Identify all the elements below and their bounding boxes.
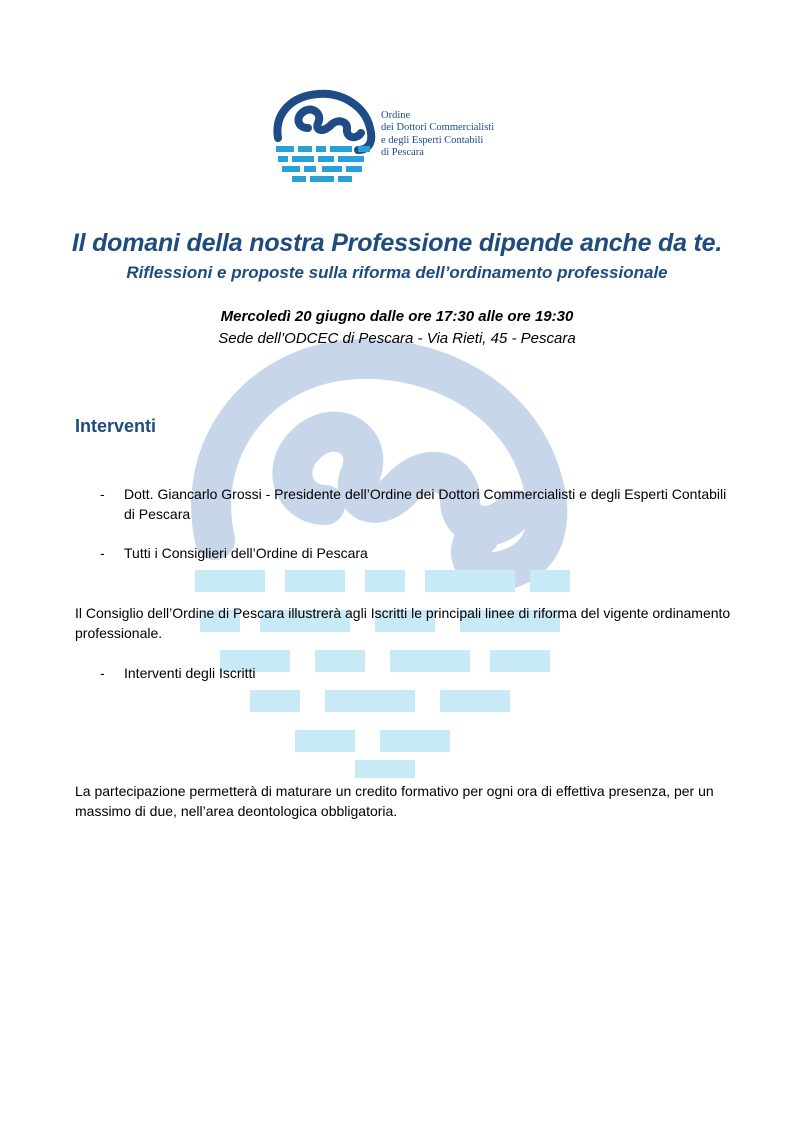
logo-text bbox=[381, 110, 494, 160]
event-venue: Sede dell’ODCEC di Pescara - Via Rieti, 45 - Pescara bbox=[218, 330, 576, 347]
list-dash: - bbox=[100, 545, 105, 561]
logo-line-4: di Pescara bbox=[381, 147, 424, 159]
list-item-text: Tutti i Consiglieri dell’Ordine di Pescara bbox=[124, 545, 368, 561]
list-dash: - bbox=[100, 486, 105, 502]
document-subtitle: Riflessioni e proposte sulla riforma dell’ordinamento professionale bbox=[126, 263, 668, 282]
list-item-text: Dott. Giancarlo Grossi - Presidente dell’Ordine dei Dottori Commercialisti e degli Esperti Contabili di Pescara bbox=[124, 486, 727, 522]
list-item bbox=[75, 484, 735, 524]
document-title: Il domani della nostra Professione dipende anche da te. bbox=[71, 229, 723, 257]
logo-line-3: e degli Esperti Contabili bbox=[381, 134, 484, 146]
list-dash: - bbox=[100, 665, 105, 681]
paragraph-council: Il Consiglio dell’Ordine di Pescara illustrerà agli Iscritti le principali linee di riforma del vigente ordinamento professionale. bbox=[75, 605, 731, 641]
event-date: Mercoledì 20 giugno dalle ore 17:30 alle ore 19:30 bbox=[220, 308, 574, 325]
paragraph-credits: La partecipazione permetterà di maturare un credito formativo per ogni ora di effettiva presenza, per un massimo di due, nell’area deontologica obbligatoria. bbox=[75, 783, 714, 819]
list-item-text: Interventi degli Iscritti bbox=[124, 665, 256, 681]
odcec-logo bbox=[270, 88, 530, 188]
logo-line-1: Ordine bbox=[381, 110, 411, 121]
odcec-emblem-icon bbox=[270, 88, 378, 188]
logo-line-2: dei Dottori Commercialisti bbox=[381, 122, 495, 134]
list-item bbox=[75, 663, 735, 683]
list-item bbox=[75, 543, 735, 563]
section-title-interventi: Interventi bbox=[75, 416, 157, 436]
